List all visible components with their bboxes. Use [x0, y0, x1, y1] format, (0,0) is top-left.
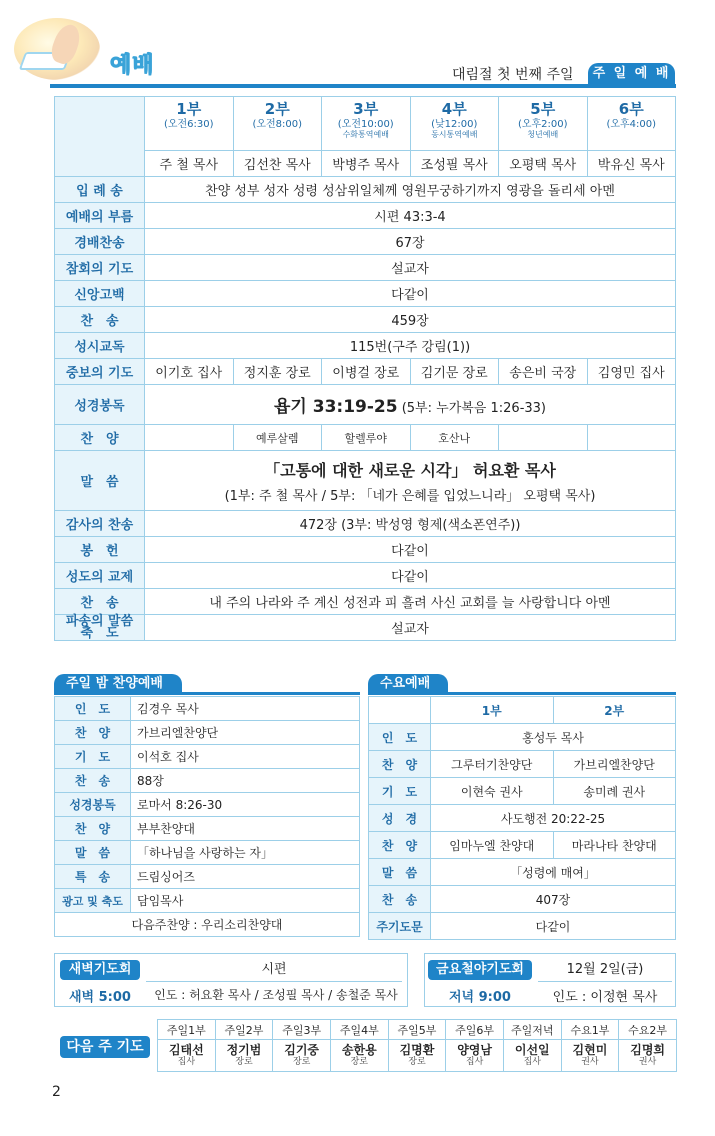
- service-header-row: [55, 97, 676, 151]
- benediction-row: 파송의 말씀 축 도 설교자: [55, 615, 676, 641]
- friday-leader: 인도 : 이정현 목사: [552, 990, 658, 1005]
- dawn-leaders: 인도 : 허요환 목사 / 조성필 목사 / 송철준 목사: [154, 988, 398, 1002]
- evening-footer: 다음주찬양 : 우리소리찬양대: [55, 913, 360, 937]
- dawn-time: 새벽 5:00: [69, 990, 131, 1005]
- page-subtitle: 대림절 첫 번째 주일: [452, 67, 574, 83]
- pastor-row: [55, 151, 676, 177]
- offering-row: 봉 헌 다같이: [55, 537, 676, 563]
- evening-title: 주일 밤 찬양예배: [54, 674, 182, 694]
- sermon-row: 말 씀 「고통에 대한 새로운 시각」 허요환 목사 (1부: 주 철 목사 / 5부: 「네가 은혜를 입었느니라」 오평택 목사): [55, 451, 676, 511]
- page-title: 예배: [110, 53, 155, 78]
- friday-date: 12월 2일(금): [538, 958, 672, 982]
- evening-rule: [54, 692, 360, 695]
- page-number: 2: [52, 1084, 61, 1100]
- thanks-row: 감사의 찬송 472장 (3부: 박성영 형제(색소폰연주)): [55, 511, 676, 537]
- choir-row: 찬 양 예루살렘 할렐루야 호산나: [55, 425, 676, 451]
- fellowship-row: 성도의 교제 다같이: [55, 563, 676, 589]
- evening-table: 인 도 김경우 목사 찬 양 가브리엘찬양단 기 도 이석호 집사 찬 송 88장 성경봉독 로마서 8:26-30 찬 양 부부찬양대 말 씀 「하나님을 사랑하는 자」 특 송 드림싱어즈 광고 및 축도 담임목사 다음주찬양 : 우리소리찬양대: [54, 696, 360, 937]
- sunday-service-table: [54, 96, 676, 641]
- service-5: 5부 (오후2:00) 청년예배: [499, 97, 588, 151]
- pastor-5: 오평택 목사: [499, 151, 588, 177]
- prayer-row: 중보의 기도 이기호 집사 정지훈 장로 이병걸 장로 김기문 장로 송은비 국장 김영민 집사: [55, 359, 676, 385]
- creed-row: 신앙고백 다같이: [55, 281, 676, 307]
- hymn3-row: 찬 송 내 주의 나라와 주 계신 성전과 피 흘려 사신 교회를 늘 사랑합니다 아멘: [55, 589, 676, 615]
- pastor-3: 박병주 목사: [322, 151, 411, 177]
- call-row: 예배의 부름 시편 43:3-4: [55, 203, 676, 229]
- reading-main: 욥기 33:19-25: [273, 397, 398, 417]
- service-2: 2부 (오전8:00): [233, 97, 322, 151]
- friday-time: 저녁 9:00: [449, 990, 511, 1005]
- next-prayer-title: 다음 주 기도: [60, 1036, 150, 1058]
- entrance-row: 입 례 송 찬양 성부 성자 성령 성삼위일체께 영원무궁하기까지 영광을 돌리세 아멘: [55, 177, 676, 203]
- poem-row: 성시교독 115번(구주 강림(1)): [55, 333, 676, 359]
- hymn2-row: 찬 송 459장: [55, 307, 676, 333]
- sermon-title: 「고통에 대한 새로운 시각」 허요환 목사: [264, 460, 556, 480]
- friday-title: 금요철야기도회: [428, 960, 532, 980]
- wednesday-table: 1부 2부 인 도 홍성두 목사 찬 양 그루터기찬양단 가브리엘찬양단 기 도 이현숙 권사 송미례 권사 성 경 사도행전 20:22-25 찬 양 임마누엘 찬양대 마라나타 찬양대 말 씀 「성령에 매여」 찬 송 407장 주기도문 다같이: [368, 696, 676, 940]
- pastor-6: 박유신 목사: [587, 151, 676, 177]
- confession-row: 참회의 기도 설교자: [55, 255, 676, 281]
- pastor-1: 주 철 목사: [145, 151, 234, 177]
- page-header: [0, 0, 715, 92]
- wednesday-title: 수요예배: [368, 674, 448, 694]
- reading-row: 성경봉독 욥기 33:19-25 (5부: 누가복음 1:26-33): [55, 385, 676, 425]
- next-prayer-table: 주일1부 주일2부 주일3부 주일4부 주일5부 주일6부 주일저녁 수요1부 수요2부 김태선 집사 정기범 장로 김기중 장로 송한용 장로 김명환 장로 양영남 집사 이선일 집사 김현미 권사 김명희 권사: [157, 1019, 677, 1072]
- pastor-4: 조성필 목사: [410, 151, 499, 177]
- section-badge: 주 일 예 배: [588, 63, 675, 84]
- pastor-2: 김선찬 목사: [233, 151, 322, 177]
- wednesday-rule: [368, 692, 676, 695]
- reading-extra: (5부: 누가복음 1:26-33): [401, 401, 546, 416]
- header-rule: [50, 84, 676, 88]
- sermon-extra: (1부: 주 철 목사 / 5부: 「네가 은혜를 입었느니라」 오평택 목사): [224, 488, 596, 504]
- hymn1-row: 경배찬송 67장: [55, 229, 676, 255]
- dawn-title: 새벽기도회: [60, 960, 140, 980]
- dawn-text: 시편: [146, 958, 402, 982]
- service-1: 1부 (오전6:30): [145, 97, 234, 151]
- service-4: 4부 (낮12:00) 동시통역예배: [410, 97, 499, 151]
- service-3: 3부 (오전10:00) 수화통역예배: [322, 97, 411, 151]
- service-6: 6부 (오후4:00): [587, 97, 676, 151]
- corner-cell: [55, 97, 145, 177]
